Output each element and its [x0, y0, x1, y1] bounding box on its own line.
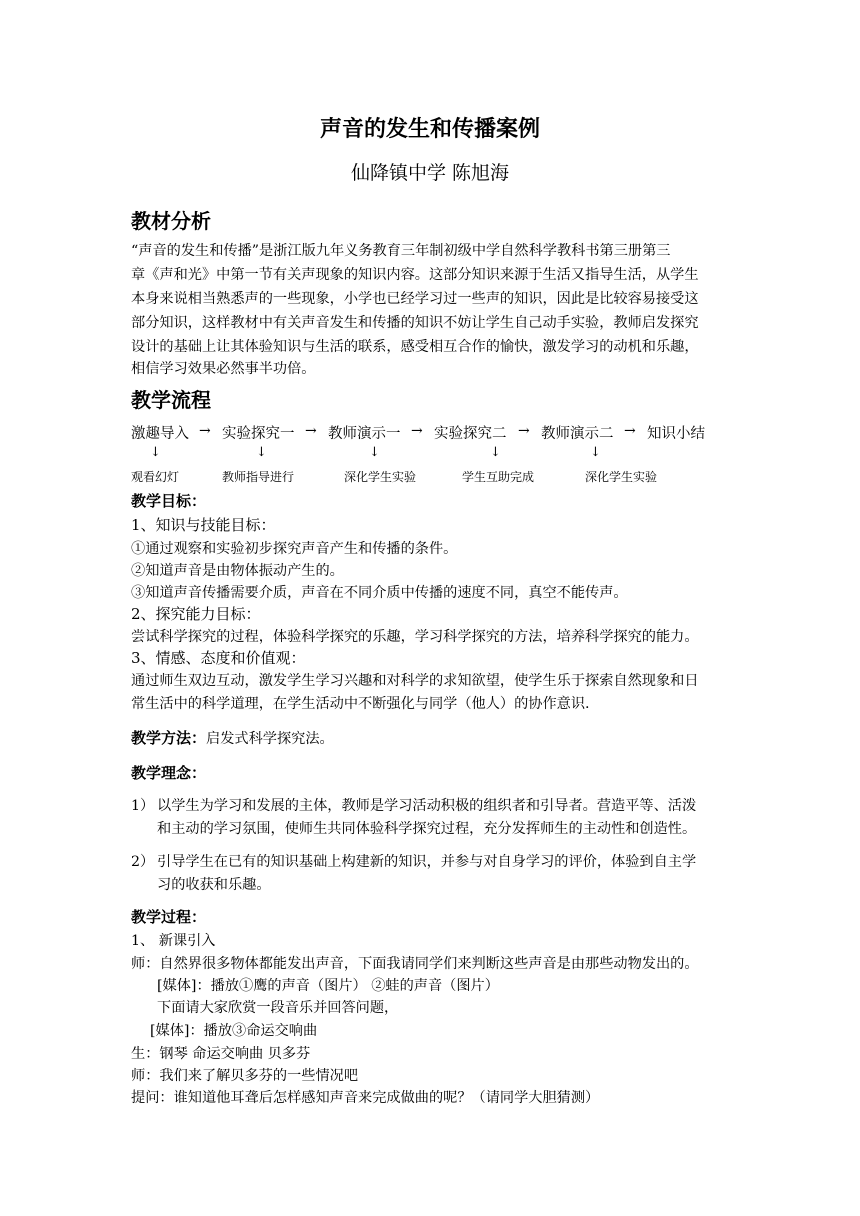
analysis-line: 设计的基础上让其体验知识与生活的联系，感受相互合作的愉快，激发学习的动机和乐趣， [131, 339, 699, 355]
knowledge-item: ③知道声音传播需要介质，声音在不同介质中传播的速度不同，真空不能传声。 [131, 585, 628, 601]
flow-arrow-icon: → [199, 423, 211, 439]
flow-note: 观看幻灯 [131, 470, 180, 484]
concept-heading: 教学理念： [131, 764, 207, 782]
knowledge-item: ①通过观察和实验初步探究声音产生和传播的条件。 [131, 541, 458, 557]
flow-step: 激趣导入 [131, 426, 189, 442]
process-line: 生：钢琴 命运交响曲 贝多芬 [131, 1046, 311, 1062]
method-line [131, 727, 334, 748]
concept-item-number: 1） [131, 798, 155, 814]
analysis-line: 相信学习效果必然事半功倍。 [131, 361, 316, 377]
process-line: [媒体]：播放①鹰的声音（图片） ②蛙的声音（图片） [157, 978, 499, 994]
knowledge-item: ②知道声音是由物体振动产生的。 [131, 563, 344, 579]
emotion-heading: 3、情感、态度和价值观： [131, 649, 306, 667]
flow-arrow-icon: → [624, 423, 636, 439]
down-arrow-icon: ↓ [256, 445, 267, 460]
process-line: 师：我们来了解贝多芬的一些情况吧 [131, 1068, 359, 1084]
method-text: 启发式科学探究法。 [206, 731, 334, 747]
concept-item-line: 以学生为学习和发展的主体，教师是学习活动积极的组织者和引导者。营造平等、活泼 [157, 798, 697, 814]
process-line: 1、 新课引入 [131, 933, 216, 949]
process-line: [媒体]：播放③命运交响曲 [150, 1023, 318, 1039]
flow-step: 实验探究二 [434, 426, 507, 442]
analysis-line: 部分知识，这样教材中有关声音发生和传播的知识不妨让学生自己动手实验，教师启发探究 [131, 315, 699, 331]
emotion-line: 常生活中的科学道理，在学生活动中不断强化与同学（他人）的协作意识. [131, 696, 590, 712]
concept-item-line: 习的收获和乐趣。 [157, 877, 271, 893]
document-title: 声音的发生和传播案例 [319, 116, 540, 142]
flow-step: 实验探究一 [222, 426, 295, 442]
goals-heading: 教学目标： [131, 492, 207, 510]
flow-note: 深化学生实验 [344, 470, 417, 484]
analysis-line: “声音的发生和传播”是浙江版九年义务教育三年制初级中学自然科学教科书第三册第三 [131, 243, 671, 259]
down-arrow-icon: ↓ [369, 445, 380, 460]
flow-note: 学生互助完成 [462, 470, 535, 484]
concept-item-line: 引导学生在已有的知识基础上构建新的知识，并参与对自身学习的评价，体验到自主学 [157, 854, 697, 870]
process-line: 下面请大家欣赏一段音乐并回答问题， [157, 1000, 399, 1016]
down-arrow-icon: ↓ [150, 445, 161, 460]
down-arrow-icon: ↓ [490, 445, 501, 460]
flow-note: 教师指导进行 [222, 470, 295, 484]
concept-item-number: 2） [131, 854, 155, 870]
concept-item-line: 和主动的学习氛围，使师生共同体验科学探究过程，充分发挥师生的主动性和创造性。 [157, 821, 697, 837]
document-subtitle: 仙降镇中学 陈旭海 [350, 162, 510, 184]
ability-text: 尝试科学探究的过程，体验科学探究的乐趣，学习科学探究的方法，培养科学探究的能力。 [131, 629, 699, 645]
knowledge-heading: 1、知识与技能目标： [131, 516, 276, 534]
flow-arrow-icon: → [518, 423, 530, 439]
process-line: 师：自然界很多物体都能发出声音，下面我请同学们来判断这些声音是由那些动物发出的。 [131, 956, 699, 972]
down-arrow-icon: ↓ [590, 445, 601, 460]
ability-heading: 2、探究能力目标： [131, 605, 261, 623]
process-heading: 教学过程： [131, 908, 207, 926]
emotion-line: 通过师生双边互动，激发学生学习兴趣和对科学的求知欲望，使学生乐于探索自然现象和日 [131, 673, 699, 689]
flow-arrow-icon: → [305, 423, 317, 439]
analysis-line: 本身来说相当熟悉声的一些现象，小学也已经学习过一些声的知识，因此是比较容易接受这 [131, 291, 699, 307]
method-label: 教学方法： [131, 729, 207, 747]
flow-step: 教师演示一 [328, 426, 401, 442]
process-line: 提问：谁知道他耳聋后怎样感知声音来完成做曲的呢？（请同学大胆猜测） [131, 1090, 600, 1106]
analysis-line: 章《声和光》中第一节有关声现象的知识内容。这部分知识来源于生活又指导生活，从学生 [131, 267, 699, 283]
flow-step: 教师演示二 [541, 426, 614, 442]
flow-note: 深化学生实验 [585, 470, 658, 484]
flow-heading: 教学流程 [131, 388, 211, 412]
flow-arrow-icon: → [411, 423, 423, 439]
analysis-heading: 教材分析 [131, 209, 211, 233]
flow-step: 知识小结 [647, 426, 705, 442]
